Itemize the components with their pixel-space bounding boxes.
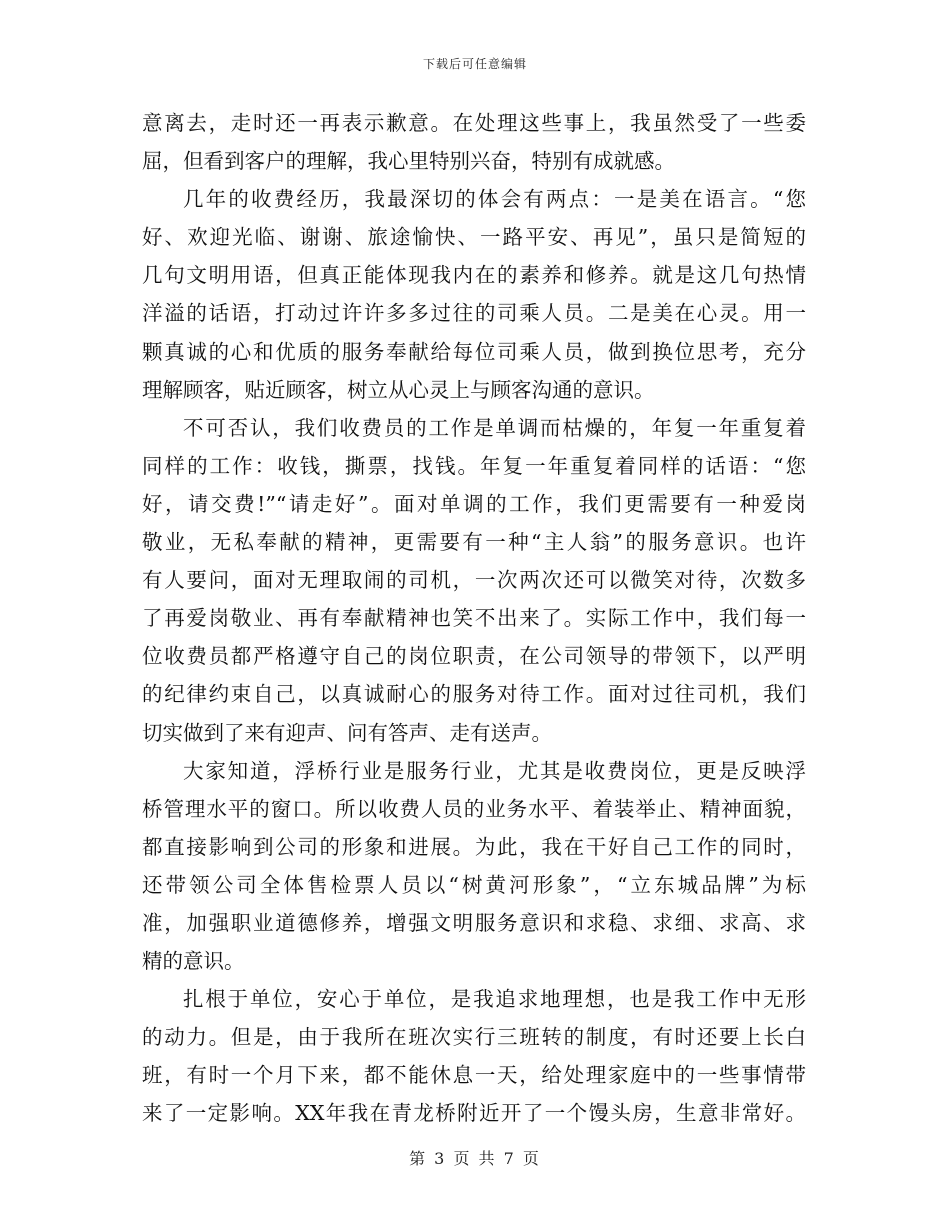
- text-line: 有人要问，面对无理取闹的司机，一次两次还可以微笑对待，次数多: [142, 568, 806, 593]
- text-line: 意离去，走时还一再表示歉意。在处理这些事上，我虽然受了一些委: [142, 111, 806, 135]
- text-line: 了再爱岗敬业、再有奉献精神也笑不出来了。实际工作中，我们每一: [142, 606, 806, 631]
- text-line: 颗真诚的心和优质的服务奉献给每位司乘人员，做到换位思考，充分: [142, 339, 806, 364]
- paragraph-first-line: 不可否认，我们收费员的工作是单调而枯燥的，年复一年重复着: [183, 415, 806, 440]
- page-header: 下载后可任意编辑: [422, 57, 527, 71]
- text-line: 几句文明用语，但真正能体现我内在的素养和修养。就是这几句热情: [142, 263, 806, 288]
- text-line: 理解顾客，贴近顾客，树立从心灵上与顾客沟通的意识。: [142, 377, 655, 402]
- text-line: 切实做到了来有迎声、问有答声、走有送声。: [142, 720, 552, 745]
- text-line: 好、欢迎光临、谢谢、旅途愉快、一路平安、再见”，虽只是简短的: [142, 225, 806, 250]
- text-line: 准，加强职业道德修养，增强文明服务意识和求稳、求细、求高、求: [142, 910, 806, 935]
- text-line: 桥管理水平的窗口。所以收费人员的业务水平、着装举止、精神面貌，: [142, 796, 806, 821]
- document-body: [142, 104, 806, 1133]
- text-line: 还带领公司全体售检票人员以“树黄河形象”，“立东城品牌”为标: [142, 872, 806, 897]
- text-line: 同样的工作：收钱，撕票，找钱。年复一年重复着同样的话语：“您: [142, 453, 806, 478]
- text-line: 都直接影响到公司的形象和进展。为此，我在干好自己工作的同时，: [142, 834, 806, 859]
- text-line: 精的意识。: [142, 949, 245, 974]
- text-line: 屈，但看到客户的理解，我心里特别兴奋，特别有成就感。: [142, 149, 675, 174]
- text-line: 位收费员都严格遵守自己的岗位职责，在公司领导的带领下，以严明: [142, 644, 806, 669]
- paragraph-first-line: 扎根于单位，安心于单位，是我追求地理想，也是我工作中无形: [183, 987, 806, 1012]
- text-line: 敬业，无私奉献的精神，更需要有一种“主人翁”的服务意识。也许: [142, 530, 806, 555]
- text-line: 洋溢的话语，打动过许许多多过往的司乘人员。二是美在心灵。用一: [142, 301, 806, 326]
- page-number-footer: 第 3 页 共 7 页: [409, 1149, 541, 1168]
- paragraph-first-line: 大家知道，浮桥行业是服务行业，尤其是收费岗位，更是反映浮: [183, 758, 806, 783]
- text-line: 来了一定影响。XX年我在青龙桥附近开了一个馒头房，生意非常好。: [142, 1101, 806, 1126]
- text-line: 的纪律约束自己，以真诚耐心的服务对待工作。面对过往司机，我们: [142, 682, 806, 707]
- text-line: 的动力。但是，由于我所在班次实行三班转的制度，有时还要上长白: [142, 1025, 806, 1050]
- text-line: 班，有时一个月下来，都不能休息一天，给处理家庭中的一些事情带: [142, 1063, 806, 1088]
- text-line: 好，请交费!”“请走好”。面对单调的工作，我们更需要有一种爱岗: [142, 491, 806, 516]
- paragraph-first-line: 几年的收费经历，我最深切的体会有两点：一是美在语言。“您: [183, 187, 806, 212]
